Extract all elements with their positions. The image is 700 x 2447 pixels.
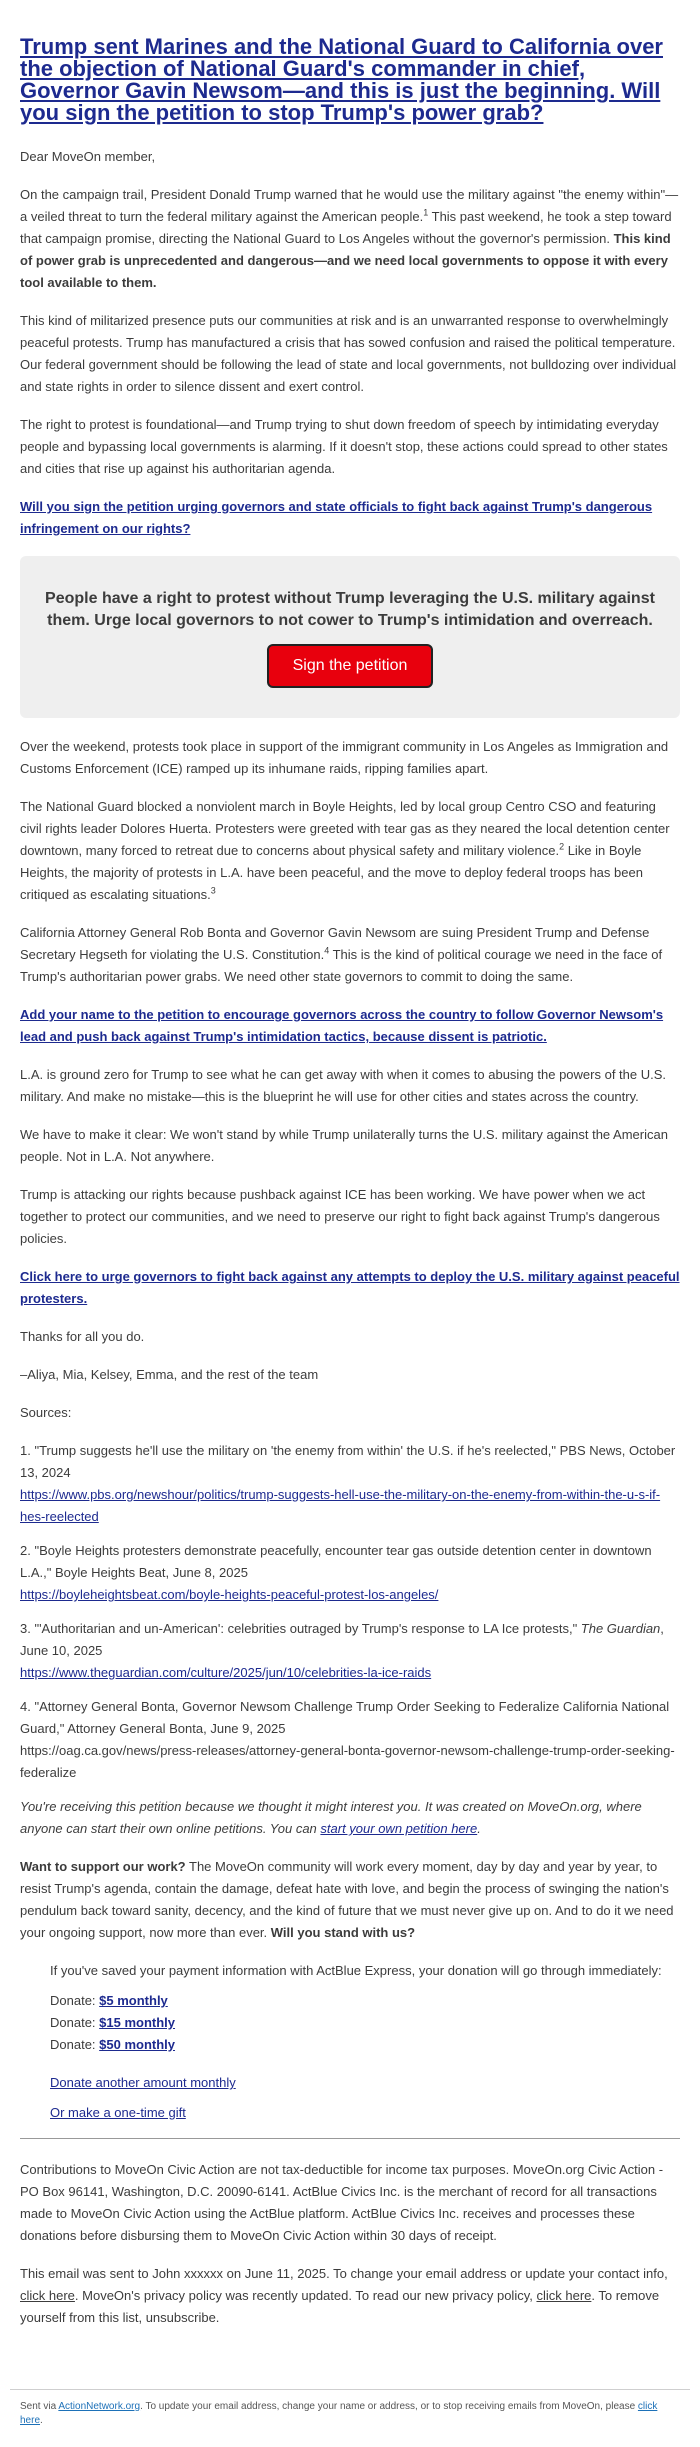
donate-label: Donate: bbox=[50, 2037, 100, 2052]
petition-box-text: People have a right to protest without Trump leveraging the U.S. military against them. Urge local governors to not cower to Trump's intimidation and overreach. bbox=[45, 590, 655, 629]
source-link[interactable]: https://www.theguardian.com/culture/2025/jun/10/celebrities-la-ice-raids bbox=[20, 1665, 432, 1680]
thanks: Thanks for all you do. bbox=[20, 1329, 145, 1344]
source-text: 2. "Boyle Heights protesters demonstrate peacefully, encounter tear gas outside detention center in downtown L.A.," Boyle Heights Beat, June 8, 2025 bbox=[20, 1543, 652, 1580]
source-text: 4. "Attorney General Bonta, Governor Newsom Challenge Trump Order Seeking to Federalize California National Guard," Attorney General Bonta, June 9, 2025 bbox=[20, 1699, 670, 1736]
paragraph-6 bbox=[20, 922, 680, 988]
donate-option bbox=[50, 2012, 680, 2034]
source-item bbox=[20, 1696, 680, 1784]
p6-text-b: This is the kind of political courage we need in the face of Trump's authoritarian power grabs. We need other state governors to commit to doing the same. bbox=[20, 947, 663, 984]
start-petition-link[interactable]: start your own petition here bbox=[320, 1821, 478, 1836]
privacy-policy-link[interactable]: click here bbox=[536, 2288, 592, 2303]
source-link[interactable]: https://boyleheightsbeat.com/boyle-heights-peaceful-protest-los-angeles/ bbox=[20, 1587, 439, 1602]
paragraph-8: We have to make it clear: We won't stand by while Trump unilaterally turns the U.S. military against the American people. Not in L.A. Not anywhere. bbox=[20, 1127, 668, 1164]
email-notice-c: . To remove yourself from this list, unsubscribe. bbox=[20, 2288, 660, 2325]
divider bbox=[20, 2138, 680, 2139]
donate-label: Donate: bbox=[50, 1993, 100, 2008]
footnote-4: 4 bbox=[324, 945, 330, 956]
donate-other-amount-link[interactable]: Donate another amount monthly bbox=[50, 2075, 236, 2090]
petition-box bbox=[20, 556, 680, 718]
email-notice-b: . MoveOn's privacy policy was recently updated. To read our new privacy policy, bbox=[74, 2288, 537, 2303]
paragraph-2: This kind of militarized presence puts our communities at risk and is an unwarranted response to overwhelmingly peaceful protests. Trump has manufactured a crisis that has sowed confusion and raised the political temperature. Our federal government should be following the lead of state and local governments, not bulldozing over individual and state rights in order to silence dissent and exert control. bbox=[20, 313, 677, 394]
paragraph-4: Over the weekend, protests took place in support of the immigrant community in Los Angeles as Immigration and Customs Enforcement (ICE) ramped up its inhumane raids, ripping families apart. bbox=[20, 739, 669, 776]
signoff: –Aliya, Mia, Kelsey, Emma, and the rest of the team bbox=[20, 1367, 319, 1382]
p1-text-a: On the campaign trail, President Donald Trump warned that he would use the military against "the enemy within"—a veiled threat to turn the federal military against the American people. bbox=[20, 187, 679, 224]
source-text: , June 10, 2025 bbox=[20, 1621, 664, 1658]
p5-text-b: Like in Boyle Heights, the majority of protests in L.A. have been peaceful, and the move to deploy federal troops has been critiqued as escalating situations. bbox=[20, 843, 643, 902]
email-body bbox=[10, 0, 690, 2329]
p1-bold: This kind of power grab is unprecedented and dangerous—and we need local governments to oppose it with every tool available to them. bbox=[20, 231, 671, 290]
support-bold-a: Want to support our work? bbox=[20, 1859, 186, 1874]
donate-one-time-link[interactable]: Or make a one-time gift bbox=[50, 2105, 186, 2120]
change-email-link[interactable]: click here bbox=[20, 2288, 75, 2303]
cta-paragraph-2 bbox=[20, 1004, 680, 1048]
sources-list bbox=[20, 1440, 680, 1784]
source-publication: The Guardian bbox=[580, 1621, 661, 1636]
source-text: 1. "Trump suggests he'll use the military on 'the enemy from within' the U.S. if he's reelected," PBS News, October 13, 2024 bbox=[20, 1443, 676, 1480]
p1-text-b: This past weekend, he took a step toward that campaign promise, directing the National Guard to Los Angeles without the governor's permission. bbox=[20, 209, 672, 246]
paragraph-intro bbox=[20, 184, 680, 294]
cta-link-3[interactable]: Click here to urge governors to fight back against any attempts to deploy the U.S. military against peaceful protesters. bbox=[20, 1269, 680, 1306]
support-text: The MoveOn community will work every moment, day by day and year by year, to resist Trump's agenda, contain the damage, defeat hate with love, and begin the process of swinging the nation's pendulum back toward sanity, decency, and the kind of future that we must never give up on. And to do it we need your ongoing support, now more than ever. bbox=[20, 1859, 674, 1940]
footer bbox=[10, 2389, 690, 2440]
sources-label: Sources: bbox=[20, 1405, 72, 1420]
donate-option bbox=[50, 1990, 680, 2012]
email-notice-a: This email was sent to John xxxxxx on June 11, 2025. To change your email address or update your contact info, bbox=[20, 2266, 668, 2281]
paragraph-3: The right to protest is foundational—and Trump trying to shut down freedom of speech by intimidating everyday people and bypassing local governments is alarming. If it doesn't stop, these actions could spread to other states and cities that rise up against his authoritarian agenda. bbox=[20, 417, 668, 476]
legal-notice: Contributions to MoveOn Civic Action are not tax-deductible for income tax purposes. MoveOn.org Civic Action - PO Box 96141, Washington, D.C. 20090-6141. ActBlue Civics Inc. is the merchant of record for all transactions made to MoveOn Civic Action using the ActBlue platform. ActBlue Civics Inc. receives and processes these donations before disbursing them to MoveOn Civic Action within 30 days of receipt. bbox=[20, 2162, 664, 2243]
source-item bbox=[20, 1618, 680, 1684]
footer-text-c: . bbox=[40, 2415, 43, 2426]
donate-option bbox=[50, 2034, 680, 2056]
paragraph-7: L.A. is ground zero for Trump to see what he can get away with when it comes to abusing the powers of the U.S. military. And make no mistake—this is the blueprint he will use for other cities and states across the country. bbox=[20, 1067, 667, 1104]
p6-text-a: California Attorney General Rob Bonta and Governor Gavin Newsom are suing President Trump and Defense Secretary Hegseth for violating the U.S. Constitution. bbox=[20, 925, 650, 962]
actionnetwork-link[interactable]: ActionNetwork.org bbox=[58, 2401, 141, 2412]
footnote-3: 3 bbox=[210, 885, 216, 896]
footnote-1: 1 bbox=[423, 207, 429, 218]
donate-5-monthly-link[interactable]: $5 monthly bbox=[99, 1993, 168, 2008]
donate-15-monthly-link[interactable]: $15 monthly bbox=[99, 2015, 176, 2030]
source-text: 3. "'Authoritarian and un-American': celebrities outraged by Trump's response to LA Ice protests," bbox=[20, 1621, 581, 1636]
receiving-end: . bbox=[477, 1821, 481, 1836]
footer-unsubscribe-link[interactable]: click here bbox=[20, 2401, 658, 2426]
p5-text-a: The National Guard blocked a nonviolent march in Boyle Heights, led by local group Centro CSO and featuring civil rights leader Dolores Huerta. Protesters were greeted with tear gas as they neared the local detention center downtown, many forced to retreat due to concerns about physical safety and military violence. bbox=[20, 799, 670, 858]
support-bold-b: Will you stand with us? bbox=[270, 1925, 416, 1940]
footnote-2: 2 bbox=[559, 841, 565, 852]
email-notice bbox=[20, 2263, 680, 2329]
donate-intro: If you've saved your payment information with ActBlue Express, your donation will go through immediately: bbox=[50, 1963, 662, 1978]
source-item bbox=[20, 1540, 680, 1606]
cta-paragraph-1 bbox=[20, 496, 680, 540]
paragraph-9: Trump is attacking our rights because pushback against ICE has been working. We have power when we act together to protect our communities, and we need to preserve our right to fight back against Trump's dangerous policies. bbox=[20, 1187, 660, 1246]
sign-petition-button[interactable]: Sign the petition bbox=[267, 644, 434, 688]
donate-label: Donate: bbox=[50, 2015, 100, 2030]
footer-text-a: Sent via bbox=[20, 2401, 59, 2412]
source-url: https://oag.ca.gov/news/press-releases/attorney-general-bonta-governor-newsom-challenge-trump-order-seeking-federalize bbox=[20, 1743, 675, 1780]
donate-section bbox=[20, 1960, 680, 2124]
cta-link-1[interactable]: Will you sign the petition urging governors and state officials to fight back against Trump's dangerous infringement on our rights? bbox=[20, 499, 653, 536]
headline-link[interactable]: Trump sent Marines and the National Guard to California over the objection of National Guard's commander in chief, Governor Gavin Newsom—and this is just the beginning. Will you sign the petition to stop Trump's power grab? bbox=[20, 34, 663, 125]
footer-text-b: . To update your email address, change your name or address, or to stop receiving emails from MoveOn, please bbox=[140, 2401, 638, 2412]
donate-50-monthly-link[interactable]: $50 monthly bbox=[99, 2037, 176, 2052]
cta-paragraph-3 bbox=[20, 1266, 680, 1310]
donate-onetime-paragraph bbox=[50, 2102, 680, 2124]
receiving-text: You're receiving this petition because we thought it might interest you. It was created on MoveOn.org, where anyone can start their own online petitions. You can bbox=[20, 1799, 642, 1836]
donate-other-paragraph bbox=[50, 2072, 680, 2094]
cta-link-2[interactable]: Add your name to the petition to encourage governors across the country to follow Governor Newsom's lead and push back against Trump's intimidation tactics, because dissent is patriotic. bbox=[20, 1007, 664, 1044]
support-paragraph bbox=[20, 1856, 680, 1944]
greeting: Dear MoveOn member, bbox=[20, 149, 156, 164]
source-item bbox=[20, 1440, 680, 1528]
source-link[interactable]: https://www.pbs.org/newshour/politics/trump-suggests-hell-use-the-military-on-the-enemy-from-within-the-u-s-if-hes-reelected bbox=[20, 1487, 661, 1524]
paragraph-5 bbox=[20, 796, 680, 906]
receiving-notice bbox=[20, 1796, 680, 1840]
